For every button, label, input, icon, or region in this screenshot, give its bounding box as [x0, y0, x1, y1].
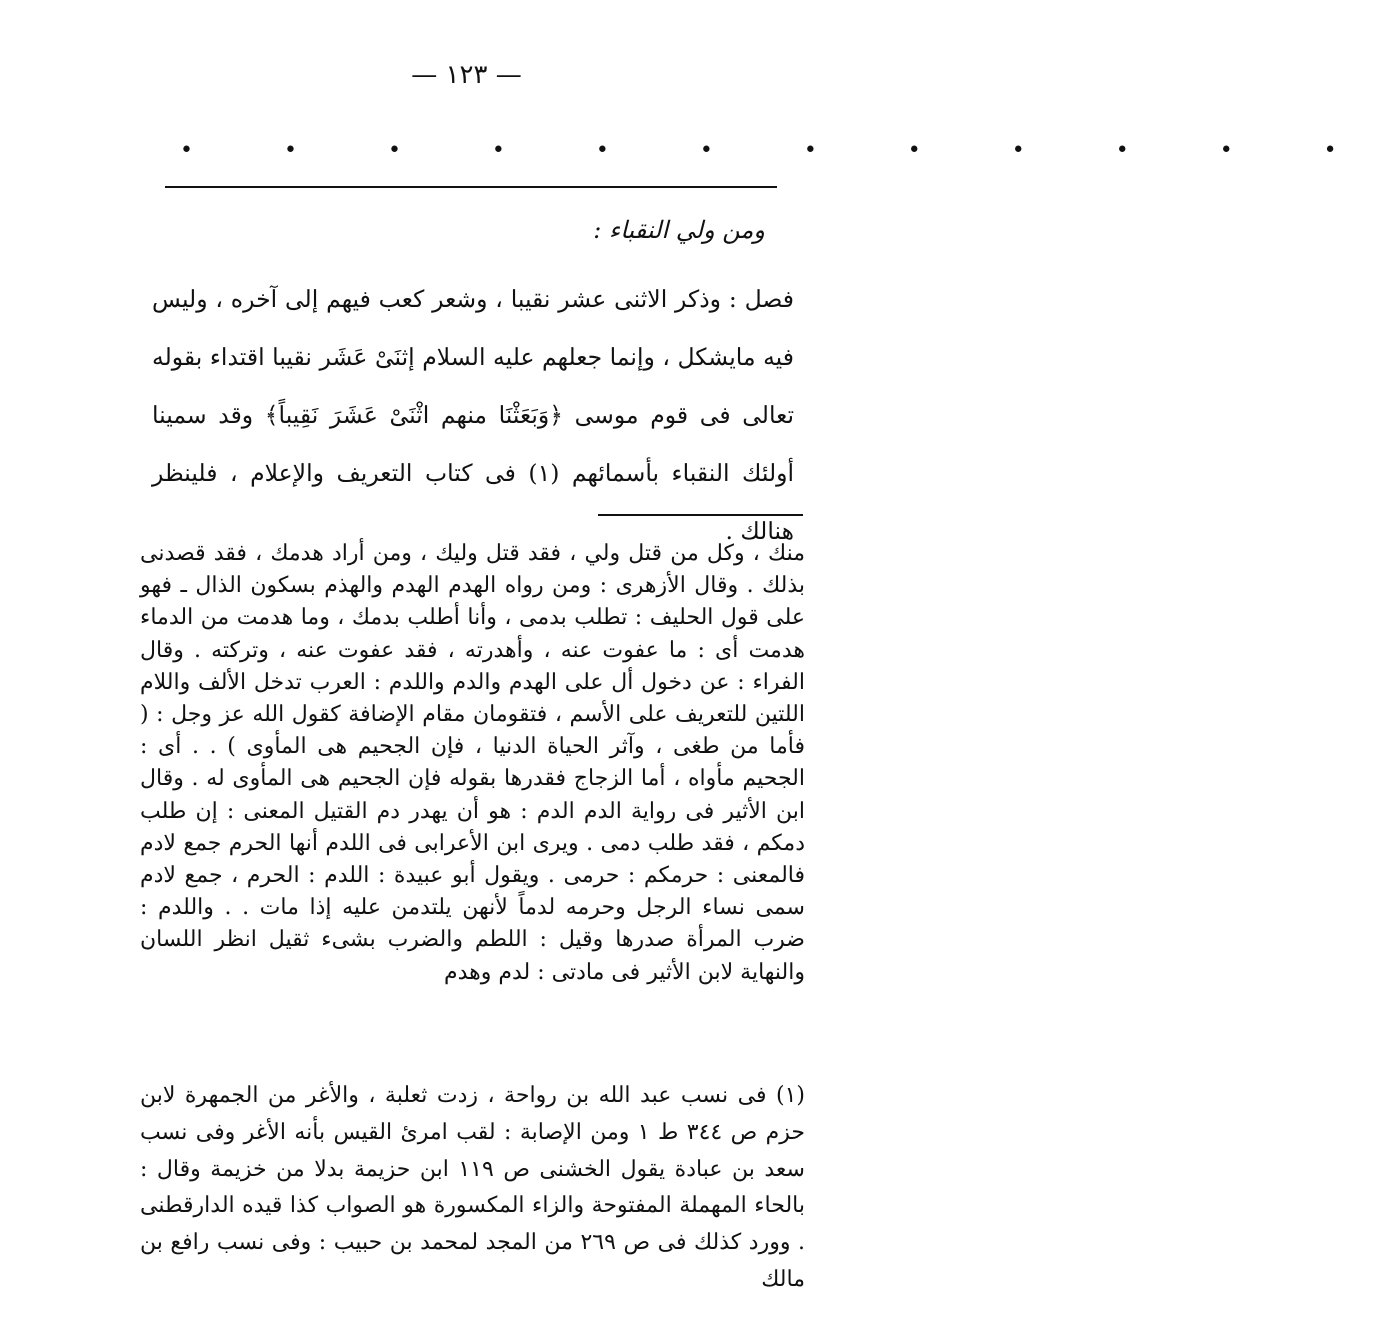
notes-paragraph: منك ، وكل من قتل ولي ، فقد قتل وليك ، ومن أراد هدمك ، فقد قصدنى بذلك . وقال الأزهرى : ومن رواه الهدم الهدم والهذم بسكون الذال ـ فهو على قول الحليف : تطلب بدمى ، وأنا أطلب بدمك ، وما هدمت من الدماء هدمت أى : ما عفوت عنه ، وأهدرته ، فقد عفوت عنه ، وتركته . وقال الفراء : عن دخول أل على الهدم والدم واللدم : العرب تدخل الألف واللام اللتين للتعريف على الأسم ، فتقومان مقام الإضافة كقول الله عز وجل : ( فأما من طغى ، وآثر الحياة الدنيا ، فإن الجحيم هى المأوى ) . . أى : الجحيم مأواه ، أما الزجاج فقدرها بقوله فإن الجحيم هى المأوى له . وقال ابن الأثير فى رواية الدم الدم : هو أن يهدر دم القتيل المعنى : إن طلب دمكم ، فقد طلب دمى . ويرى ابن الأعرابى فى اللدم أنها الحرم جمع لادم فالمعنى : حرمكم : حرمى . ويقول أبو عبيدة : اللدم : الحرم ، جمع لادم سمى نساء الرجل وحرمه لدماً لأنهن يلتدمن عليه إذا مات . . واللدم : ضرب المرأة صدرها وقيل : اللطم والضرب بشىء ثقيل انظر اللسان والنهاية لابن الأثير فى مادتى : لدم وهدم: [140, 541, 805, 985]
footnote-rule: [598, 514, 803, 516]
top-rule: [165, 186, 777, 188]
page-number: — ١٢٣ —: [411, 60, 522, 90]
main-text-block: [152, 270, 794, 560]
notes-block: [140, 538, 805, 989]
main-paragraph: فصل : وذكر الاثنى عشر نقيبا ، وشعر كعب فيهم إلى آخره ، وليس فيه مايشكل ، وإنما جعلهم عليه السلام إثنَىْ عَشَر نقيبا اقتداء بقوله تعالى فى قوم موسى ﴿وَبَعَثْنَا منهم اثْنَىْ عَشَرَ نَقِيباً﴾ وقد سمينا أولئك النقباء بأسمائهم (١) فى كتاب التعريف والإعلام ، فلينظر هنالك .: [152, 285, 794, 545]
section-heading: ومن ولي النقباء :: [593, 216, 765, 244]
footnote-paragraph: (١) فى نسب عبد الله بن رواحة ، زدت ثعلبة ، والأغر من الجمهرة لابن حزم ص ٣٤٤ ط ١ ومن الإصابة : لقب امرئ القيس بأنه الأغر وفى نسب سعد بن عبادة يقول الخشنى ص ١١٩ ابن حزيمة بدلا من خزيمة وقال : بالحاء المهملة المفتوحة والزاء المكسورة هو الصواب كذا قيده الدارقطنى . وورد كذلك فى ص ٢٦٩ من المجد لمحمد بن حبيب : وفى نسب رافع بن مالك: [140, 1083, 805, 1292]
footnote-block: [140, 1078, 805, 1299]
separator-dots: • • • • • • • • • • • •: [180, 138, 1379, 163]
